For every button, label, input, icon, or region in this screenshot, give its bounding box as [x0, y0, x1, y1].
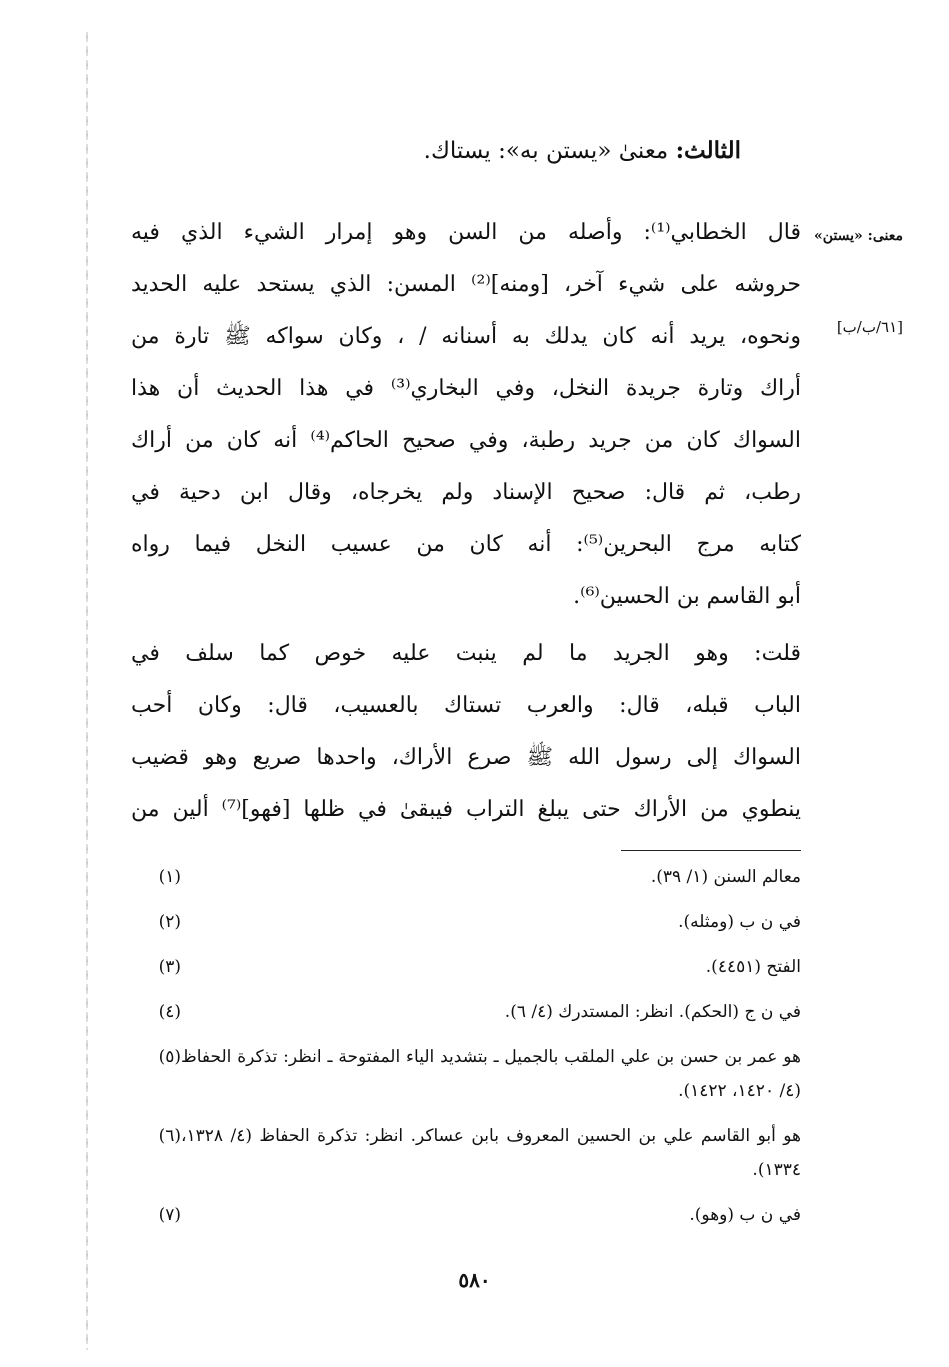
paragraph-line: السواك إلى رسول الله ﷺ صرع الأراك، واحدها صريع وهو قضيب: [131, 745, 801, 770]
paragraph-line: كتابه مرج البحرين⁽⁵⁾: أنه كان من عسيب النخل فيما رواه: [131, 532, 801, 557]
footnote-number: (٦): [158, 1126, 181, 1146]
margin-note-topic: معنى: «يستن»: [814, 228, 903, 244]
paragraph-1: [131, 207, 801, 623]
margin-note-folio: [٦١/ب/ب]: [836, 318, 903, 336]
footnote-separator: [621, 850, 801, 851]
footnote-number: (١): [158, 867, 181, 887]
footnotes: [131, 860, 801, 1243]
footnote-text: في ن ب (وهو).: [689, 1205, 801, 1225]
paragraph-line: الباب قبله، قال: والعرب تستاك بالعسيب، قال: وكان أحب: [131, 693, 801, 718]
footnote-number: (٥): [158, 1047, 181, 1067]
footnote: [131, 1040, 801, 1108]
footnote: [131, 1198, 801, 1232]
paragraph-2: [131, 628, 801, 836]
heading-text: معنىٰ «يستن به»: يستاك.: [423, 138, 669, 164]
footnote-number: (٤): [158, 1002, 181, 1022]
footnote-number: (٢): [158, 912, 181, 932]
footnote-text: في ن ج (الحكم). انظر: المستدرك (٤/ ٦).: [504, 1002, 801, 1022]
heading-label: الثالث:: [675, 137, 741, 164]
footnote-number: (٧): [158, 1205, 181, 1225]
scan-margin-dots: [86, 30, 88, 1350]
paragraph-line: أراك وتارة جريدة النخل، وفي البخاري⁽³⁾ في هذا الحديث أن هذا: [131, 376, 801, 401]
paragraph-line: أبو القاسم بن الحسين⁽⁶⁾.: [573, 584, 801, 609]
paragraph-line: قال الخطابي⁽¹⁾: وأصله من السن وهو إمرار الشيء الذي فيه: [131, 220, 801, 245]
footnote: [131, 950, 801, 984]
footnote-text: الفتح (٤٤٥١).: [705, 957, 801, 977]
page-number: ٥٨٠: [458, 1268, 491, 1292]
paragraph-line: قلت: وهو الجريد ما لم ينبت عليه خوص كما سلف في: [131, 641, 801, 666]
footnote: [131, 905, 801, 939]
footnote: [131, 1119, 801, 1187]
paragraph-line: ينطوي من الأراك حتى يبلغ التراب فيبقىٰ في ظلها [فهو]⁽⁷⁾ ألين من: [131, 797, 801, 822]
footnote-text: هو عمر بن حسن بن علي الملقب بالجميل ـ بتشديد الياء المفتوحة ـ انظر: تذكرة الحفاظ (٤/ ١٤٢٠، ١٤٢٢).: [181, 1047, 801, 1101]
paragraph-line: رطب، ثم قال: صحيح الإسناد ولم يخرجاه، وقال ابن دحية في: [131, 480, 801, 505]
footnote: [131, 860, 801, 894]
paragraph-line: ونحوه، يريد أنه كان يدلك به أسنانه / ، وكان سواكه ﷺ تارة من: [131, 324, 801, 349]
footnote-text: هو أبو القاسم علي بن الحسين المعروف بابن عساكر. انظر: تذكرة الحفاظ (٤/ ١٣٢٨، ١٣٣٤).: [181, 1126, 801, 1180]
paragraph-line: السواك كان من جريد رطبة، وفي صحيح الحاكم⁽⁴⁾ أنه كان من أراك: [131, 428, 801, 453]
footnote-text: في ن ب (ومثله).: [678, 912, 801, 932]
section-heading: [424, 137, 741, 164]
footnote: [131, 995, 801, 1029]
paragraph-line: حروشه على شيء آخر، [ومنه]⁽²⁾ المسن: الذي يستحد عليه الحديد: [131, 272, 801, 297]
footnote-text: معالم السنن (١/ ٣٩).: [650, 867, 801, 887]
footnote-number: (٣): [158, 957, 181, 977]
